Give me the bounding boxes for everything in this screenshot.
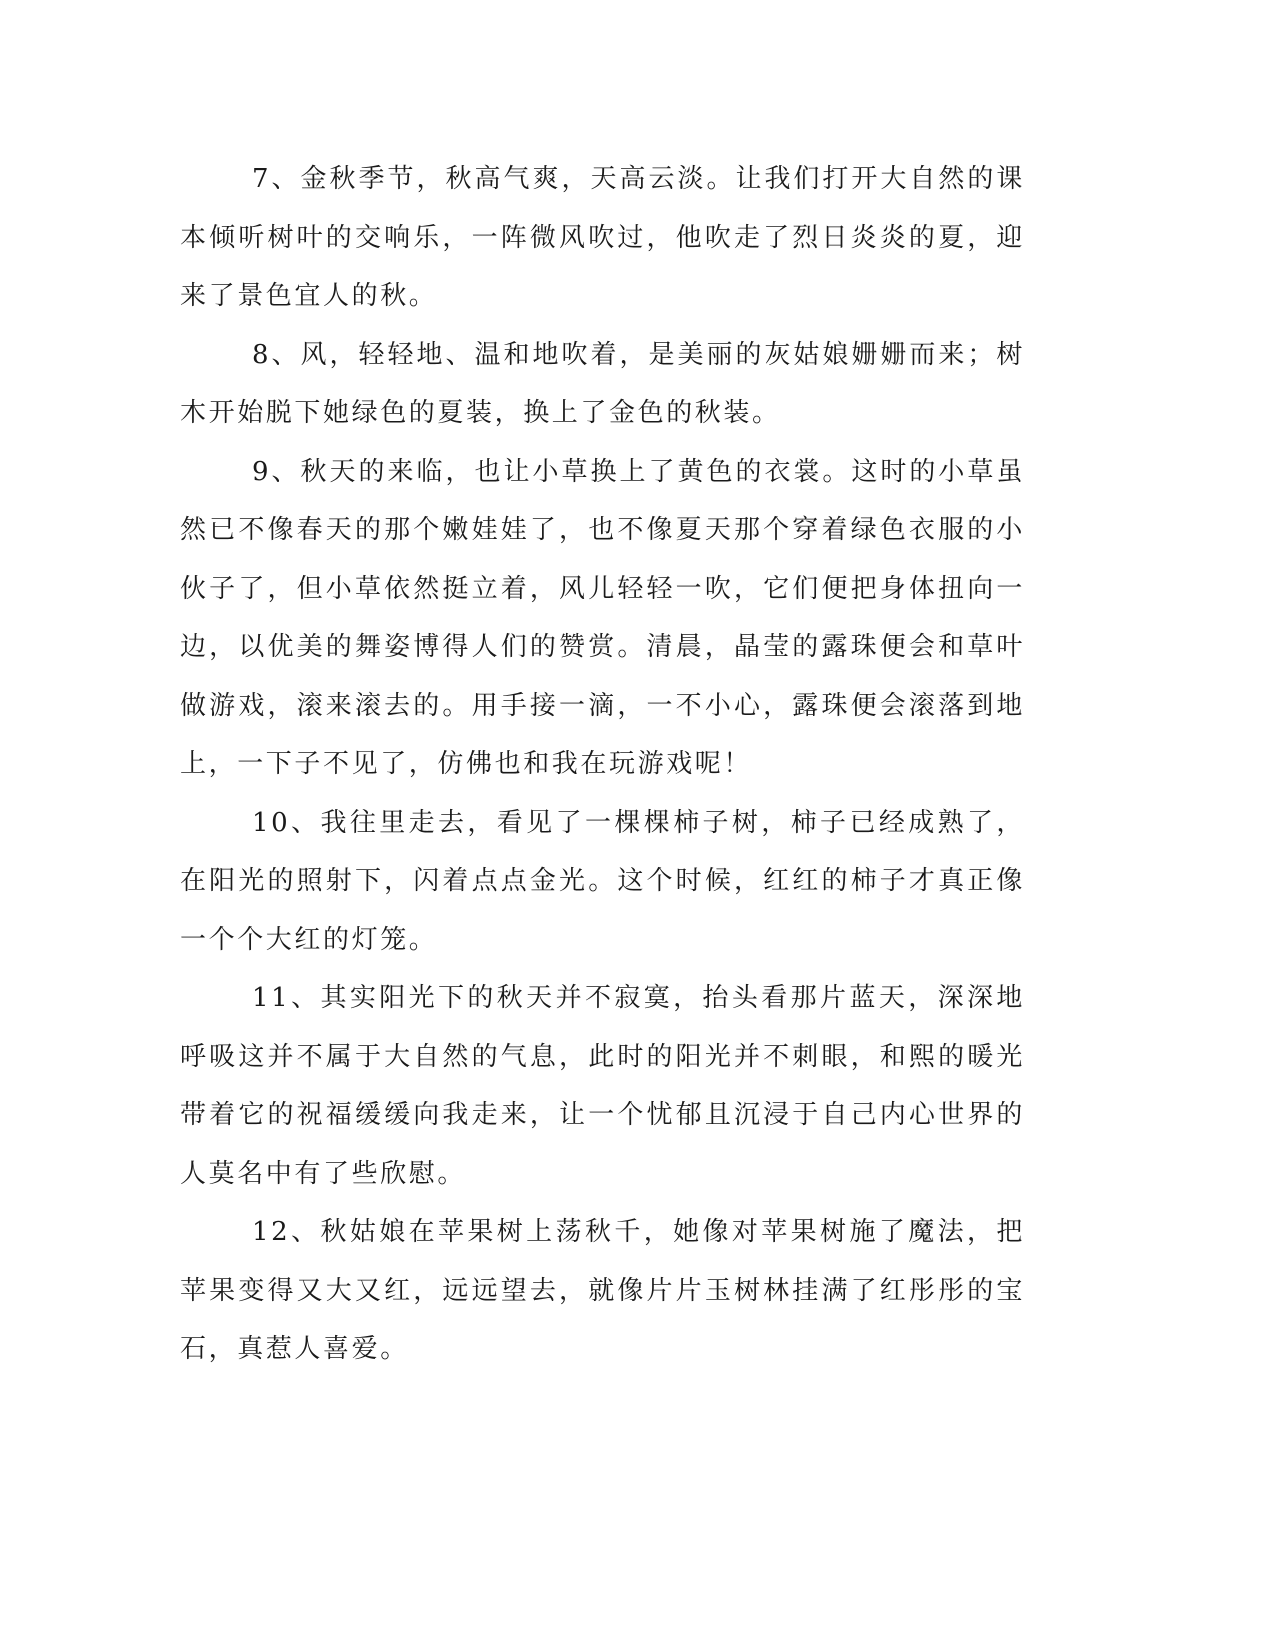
- paragraph-12: 12、秋姑娘在苹果树上荡秋千，她像对苹果树施了魔法，把苹果变得又大又红，远远望去，就像片片玉树林挂满了红彤彤的宝石，真惹人喜爱。: [180, 1217, 1025, 1364]
- paragraph-10: 10、我往里走去，看见了一棵棵柿子树，柿子已经成熟了，在阳光的照射下，闪着点点金光。这个时候，红红的柿子才真正像一个个大红的灯笼。: [180, 807, 1025, 955]
- paragraph-9: 9、秋天的来临，也让小草换上了黄色的衣裳。这时的小草虽然已不像春天的那个嫩娃娃了，也不像夏天那个穿着绿色衣服的小伙子了，但小草依然挺立着，风儿轻轻一吹，它们便把身体扭向一边，以优美的舞姿博得人们的赞赏。清晨，晶莹的露珠便会和草叶做游戏，滚来滚去的。用手接一滴，一不小心，露珠便会滚落到地上，一下子不见了，仿佛也和我在玩游戏呢！: [180, 456, 1025, 779]
- paragraph-7: 7、金秋季节，秋高气爽，天高云淡。让我们打开大自然的课本倾听树叶的交响乐，一阵微风吹过，他吹走了烈日炎炎的夏，迎来了景色宜人的秋。: [180, 164, 1025, 311]
- paragraph-11: 11、其实阳光下的秋天并不寂寞，抬头看那片蓝天，深深地呼吸这并不属于大自然的气息，此时的阳光并不刺眼，和熙的暖光带着它的祝福缓缓向我走来，让一个忧郁且沉浸于自己内心世界的人莫名中有了些欣慰。: [180, 983, 1025, 1189]
- paragraph-8: 8、风，轻轻地、温和地吹着，是美丽的灰姑娘姗姗而来；树木开始脱下她绿色的夏装，换上了金色的秋装。: [180, 339, 1025, 428]
- document-body: [180, 150, 1025, 1379]
